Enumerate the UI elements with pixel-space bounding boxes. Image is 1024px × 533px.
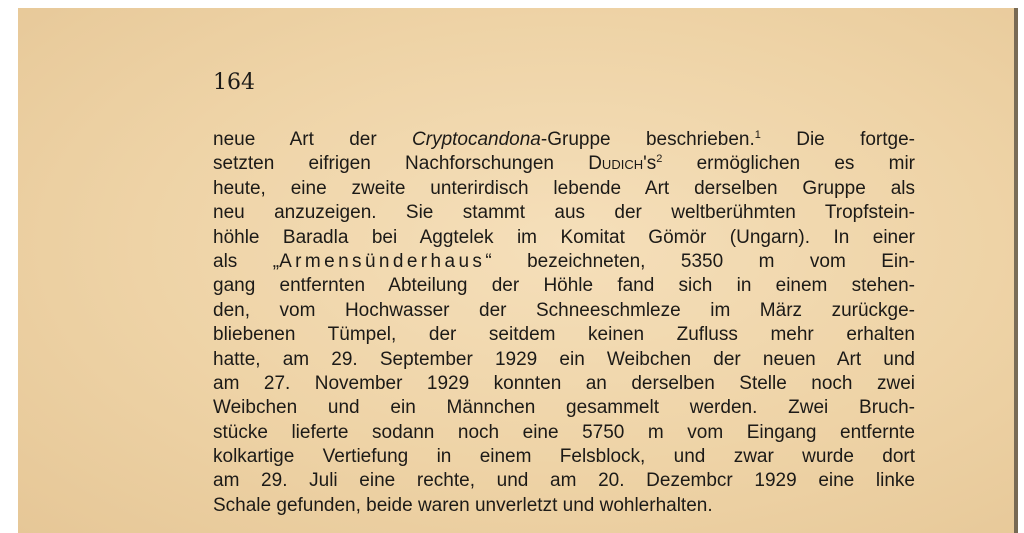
text-run: am 29. Juli eine rechte, und am 20. Dezembcr 1929 eine linke <box>213 470 915 492</box>
text-run: “ bezeichneten, 5350 m vom Ein- <box>485 250 916 272</box>
text-line-5 <box>213 226 915 250</box>
text-run: setzten eifrigen Nachforschungen <box>213 153 589 175</box>
genus-name: Cryptocandona <box>412 129 541 150</box>
text-run: -Gruppe beschrieben. <box>540 129 755 150</box>
text-line-3 <box>213 177 915 201</box>
text-run: Weibchen und ein Männchen gesammelt werden. Zwei Bruch- <box>213 397 915 419</box>
text-line-11 <box>213 372 915 396</box>
text-run: am 27. November 1929 konnten an derselben Stelle noch zwei <box>213 372 915 394</box>
text-line-8 <box>213 299 915 323</box>
page-number: 164 <box>213 70 255 95</box>
text-line-2 <box>213 152 915 176</box>
page-edge-shadow <box>1014 8 1018 533</box>
text-line-12 <box>213 396 915 420</box>
footnote-marker-1: 1 <box>754 129 761 141</box>
spaced-place-name: Armensünderhaus <box>279 250 486 272</box>
text-run: gang entfernten Abteilung der Höhle fand sich in einem stehen- <box>213 275 915 297</box>
text-line-16 <box>213 494 915 518</box>
text-run: ermöglichen es mir <box>662 153 915 175</box>
text-line-14 <box>213 445 915 469</box>
text-line-13 <box>213 421 915 445</box>
text-run: neu anzuzeigen. Sie stammt aus der weltberühmten Tropfstein- <box>213 202 915 224</box>
text-run: neue Art der <box>213 129 413 150</box>
author-name: Dudich <box>588 153 644 175</box>
text-run: Schale gefunden, beide waren unverletzt und wohlerhalten. <box>213 494 713 516</box>
text-run: 's <box>643 153 657 175</box>
text-run: als „ <box>213 250 280 272</box>
body-paragraph <box>213 128 915 518</box>
text-line-7 <box>213 274 915 298</box>
text-line-10 <box>213 348 915 372</box>
text-line-1 <box>213 128 915 152</box>
book-page <box>18 8 1018 533</box>
text-run: hatte, am 29. September 1929 ein Weibchen der neuen Art und <box>213 348 915 370</box>
text-run: höhle Baradla bei Aggtelek im Komitat Gömör (Ungarn). In einer <box>213 226 915 248</box>
text-line-9 <box>213 323 915 347</box>
text-line-4 <box>213 201 915 225</box>
text-run: bliebenen Tümpel, der seitdem keinen Zufluss mehr erhalten <box>213 324 915 346</box>
text-line-6 <box>213 250 915 274</box>
text-run: den, vom Hochwasser der Schneeschmleze im März zurückge- <box>213 299 915 321</box>
text-run: heute, eine zweite unterirdisch lebende Art derselben Gruppe als <box>213 177 915 199</box>
text-run: stücke lieferte sodann noch eine 5750 m vom Eingang entfernte <box>213 421 915 443</box>
footnote-marker-2: 2 <box>656 153 663 166</box>
text-line-15 <box>213 469 915 493</box>
text-run: Die fortge- <box>760 129 916 150</box>
text-run: kolkartige Vertiefung in einem Felsblock, und zwar wurde dort <box>213 446 915 468</box>
